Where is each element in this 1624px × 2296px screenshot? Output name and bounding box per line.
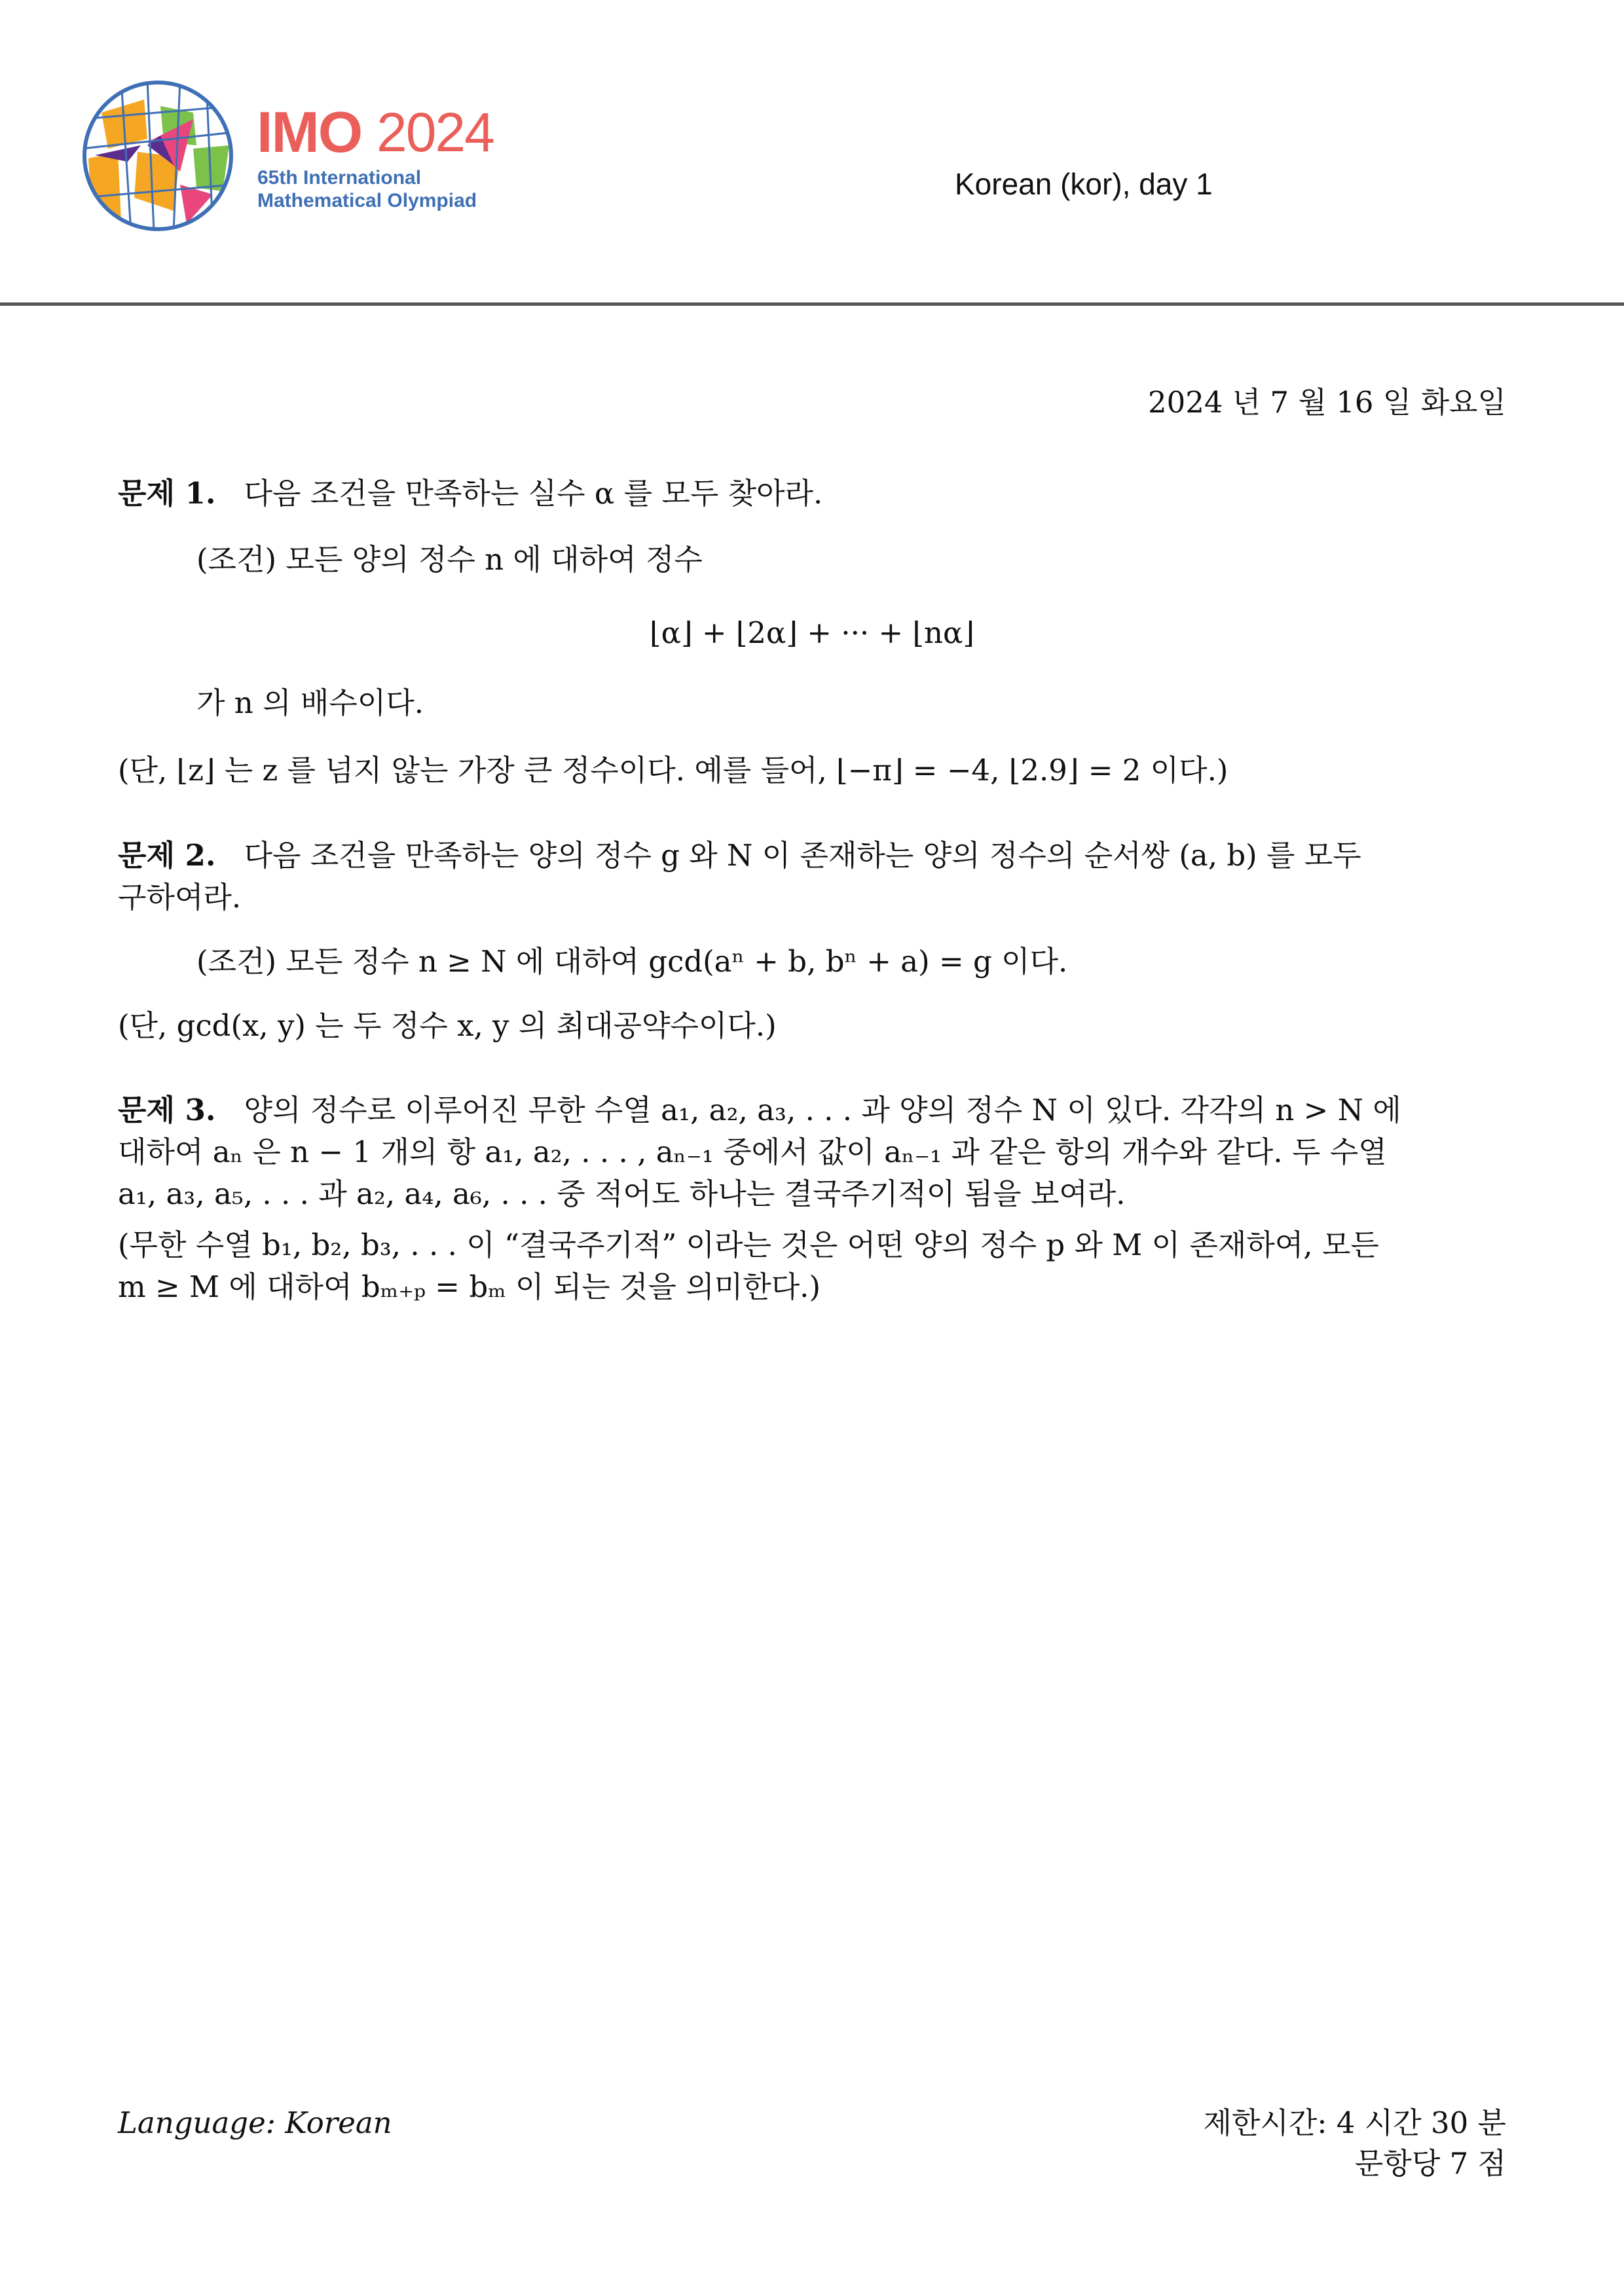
logo-year-text: 2024 <box>377 101 494 163</box>
problem-1-condition-end: 가 n 의 배수이다. <box>196 685 424 720</box>
logo-imo-text: IMO <box>257 100 362 164</box>
problem-2-statement <box>118 835 1506 877</box>
header-divider <box>0 302 1624 306</box>
problem-3-line-2: 대하여 aₙ 은 n − 1 개의 항 a₁, a₂, . . . , aₙ₋₁ 중에서 값이 aₙ₋₁ 과 같은 항의 개수와 같다. 두 수열 <box>118 1135 1387 1169</box>
footer-points: 문항당 7 점 <box>1354 2146 1506 2181</box>
problem-3-line-1: 양의 정수로 이루어진 무한 수열 a₁, a₂, a₃, . . . 과 양의 정수 N 이 있다. 각각의 n > N 에 <box>244 1093 1401 1127</box>
problem-1-equation: ⌊α⌋ + ⌊2α⌋ + ··· + ⌊nα⌋ <box>650 615 974 650</box>
footer-exam-info <box>1203 2103 1506 2184</box>
problem-3-label: 문제 3. <box>118 1093 216 1127</box>
logo-subtitle-line1: 65th International <box>257 167 422 189</box>
problem-2-note: (단, gcd(x, y) 는 두 정수 x, y 의 최대공약수이다.) <box>118 1008 777 1043</box>
footer-language: Language: Korean <box>118 2105 392 2140</box>
footer-time-limit: 제한시간: 4 시간 30 분 <box>1203 2105 1506 2140</box>
problem-3-note-line-1: (무한 수열 b₁, b₂, b₃, . . . 이 “결국주기적” 이라는 것은 어떤 양의 정수 p 와 M 이 존재하여, 모든 <box>118 1228 1379 1262</box>
problem-2-line-1: 다음 조건을 만족하는 양의 정수 g 와 N 이 존재하는 양의 정수의 순서쌍 (a, b) 를 모두 <box>244 838 1361 873</box>
problem-1-condition: (조건) 모든 양의 정수 n 에 대하여 정수 <box>196 542 703 577</box>
problem-1-line-1: 다음 조건을 만족하는 실수 α 를 모두 찾아라. <box>244 476 823 511</box>
problem-2-line-2: 구하여라. <box>118 880 242 915</box>
problem-2-label: 문제 2. <box>118 838 216 873</box>
problem-1-statement <box>118 473 1506 515</box>
problem-3-note-line-2: m ≥ M 에 대하여 bₘ₊ₚ = bₘ 이 되는 것을 의미한다.) <box>118 1269 821 1304</box>
exam-date: 2024 년 7 월 16 일 화요일 <box>1147 385 1506 420</box>
problem-1-label: 문제 1. <box>118 476 216 511</box>
logo-subtitle-line2: Mathematical Olympiad <box>257 190 477 211</box>
problem-3-statement <box>118 1089 1506 1131</box>
language-day-label: Korean (kor), day 1 <box>955 167 1213 201</box>
problem-1-note: (단, ⌊z⌋ 는 z 를 넘지 않는 가장 큰 정수이다. 예를 들어, ⌊−π⌋ = −4, ⌊2.9⌋ = 2 이다.) <box>118 753 1228 788</box>
problem-3-line-3: a₁, a₃, a₅, . . . 과 a₂, a₄, a₆, . . . 중 적어도 하나는 결국주기적이 됨을 보여라. <box>118 1176 1126 1211</box>
problem-2-condition: (조건) 모든 정수 n ≥ N 에 대하여 gcd(aⁿ + b, bⁿ + a) = g 이다. <box>196 944 1068 979</box>
imo-logo-icon <box>82 80 234 232</box>
